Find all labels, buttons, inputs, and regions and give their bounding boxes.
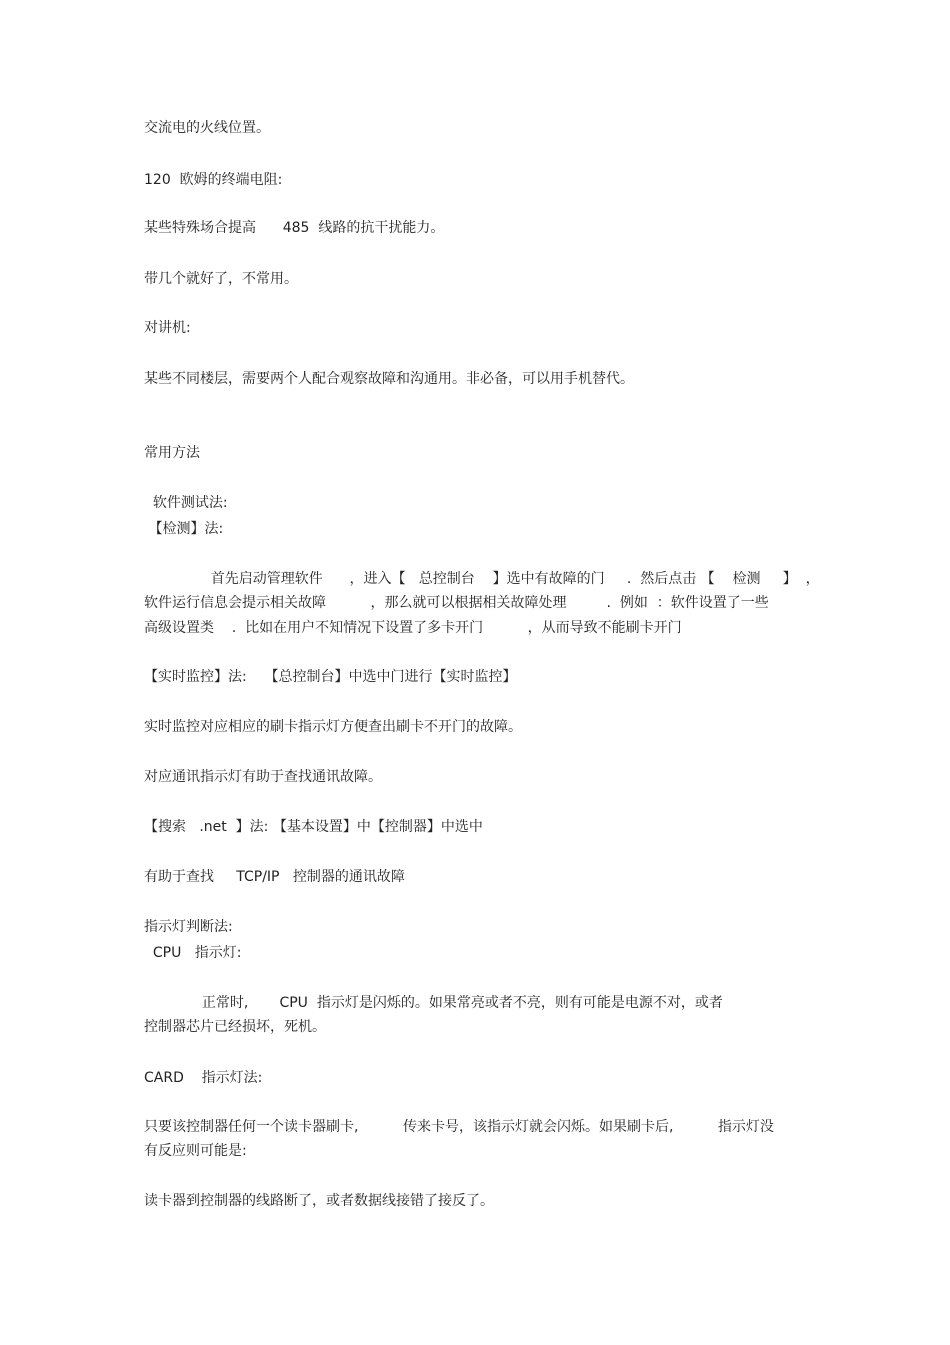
text-line-17: 有助于查找 TCP/IP 控制器的通讯故障 bbox=[144, 869, 405, 885]
text-line-23: 只要该控制器任何一个读卡器刷卡, 传来卡号，该指示灯就会闪烁。如果刷卡后, 指示灯没 bbox=[144, 1119, 774, 1135]
text-line-15: 对应通讯指示灯有助于查找通讯故障。 bbox=[144, 769, 382, 785]
text-line-18: 指示灯判断法: bbox=[144, 919, 233, 935]
text-line-25: 读卡器到控制器的线路断了，或者数据线接错了接反了。 bbox=[144, 1193, 494, 1209]
text-line-22: CARD 指示灯法: bbox=[144, 1070, 263, 1086]
text-line-19: CPU 指示灯: bbox=[144, 945, 242, 961]
text-line-24: 有反应则可能是: bbox=[144, 1143, 247, 1159]
text-line-6: 某些不同楼层，需要两个人配合观察故障和沟通用。非必备，可以用手机替代。 bbox=[144, 371, 634, 387]
text-line-8: 软件测试法: bbox=[144, 495, 228, 511]
text-line-1: 交流电的火线位置。 bbox=[144, 120, 270, 136]
text-line-21: 控制器芯片已经损坏，死机。 bbox=[144, 1019, 326, 1035]
text-line-16: 【搜索 .net 】法: 【基本设置】中【控制器】中选中 bbox=[144, 819, 483, 835]
text-line-3: 某些特殊场合提高 485 线路的抗干扰能力。 bbox=[144, 220, 445, 236]
text-line-2: 120 欧姆的终端电阻: bbox=[144, 172, 283, 188]
text-line-13: 【实时监控】法: 【总控制台】中选中门进行【实时监控】 bbox=[144, 669, 517, 685]
text-line-5: 对讲机: bbox=[144, 320, 191, 336]
text-line-14: 实时监控对应相应的刷卡指示灯方便查出刷卡不开门的故障。 bbox=[144, 719, 522, 735]
text-line-9: 【检测】法: bbox=[144, 521, 224, 537]
text-line-4: 带几个就好了，不常用。 bbox=[144, 271, 298, 287]
section-heading: 常用方法 bbox=[144, 445, 200, 461]
text-line-12: 高级设置类 . 比如在用户不知情况下设置了多卡开门 ，从而导致不能刷卡开门 bbox=[144, 620, 682, 636]
text-line-10: 首先启动管理软件 ，进入【 总控制台 】选中有故障的门 . 然后点击 【 检测 】 ， bbox=[144, 571, 820, 587]
text-line-11: 软件运行信息会提示相关故障 ，那么就可以根据相关故障处理 . 例如 ：软件设置了一些 bbox=[144, 595, 769, 611]
text-line-20: 正常时, CPU 指示灯是闪烁的。如果常亮或者不亮，则有可能是电源不对，或者 bbox=[144, 995, 723, 1011]
